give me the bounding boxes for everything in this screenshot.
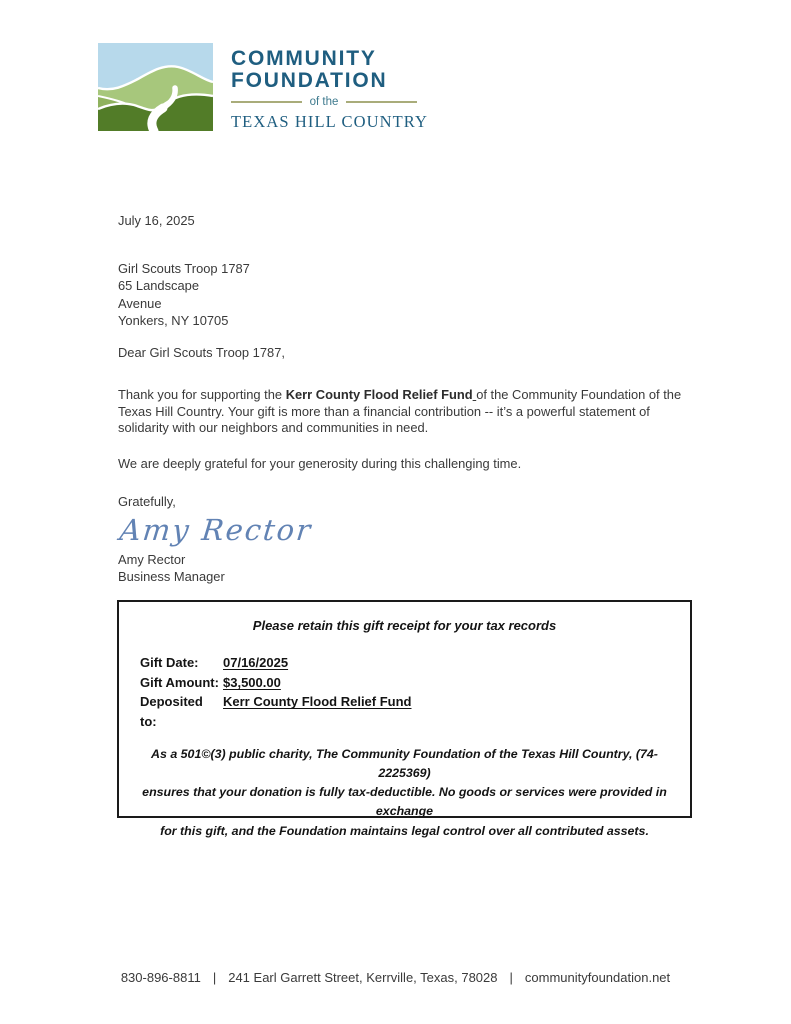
p1-text-pre: Thank you for supporting the (118, 387, 286, 402)
org-logo (98, 43, 429, 131)
footer-address: 241 Earl Garrett Street, Kerrville, Texas, 78028 (228, 970, 498, 985)
receipt-header: Please retain this gift receipt for your tax records (252, 618, 557, 633)
disclaimer-line-1: As a 501©(3) public charity, The Community Foundation of the Texas Hill Country, (74-2225369) (151, 746, 658, 781)
recipient-name: Girl Scouts Troop 1787 (118, 260, 250, 276)
logo-of-the-text: of the (309, 96, 339, 108)
logo-word-texas-hill-country: TEXAS HILL COUNTRY (231, 112, 429, 131)
footer-phone: 830-896-8811 (120, 970, 201, 985)
p1-line3: solidarity with our neighbors and communities in need. (118, 420, 429, 435)
p1-line1-tail: of the Community Foundation of the (476, 387, 682, 402)
handwritten-signature: Amy Rector (118, 512, 314, 547)
deposited-to-value: Kerr County Flood Relief Fund (223, 694, 412, 710)
receipt-row-deposited-to (140, 692, 690, 731)
receipt-row-gift-amount (140, 673, 690, 693)
deposited-to-label: Deposited to: (140, 694, 203, 730)
signer-title: Business Manager (118, 569, 225, 584)
logo-word-foundation: FOUNDATION (231, 69, 388, 92)
gift-date-label: Gift Date: (140, 655, 199, 670)
gift-amount-label: Gift Amount: (140, 674, 219, 690)
footer-separator: | (509, 970, 513, 985)
letter-date: July 16, 2025 (118, 213, 195, 228)
body-paragraph-1 (118, 387, 708, 437)
receipt-fields (119, 653, 690, 732)
recipient-city-state-zip: Yonkers, NY 10705 (118, 313, 229, 328)
logo-of-the-row (231, 96, 417, 108)
gift-amount-value: $3,500.00 (223, 674, 281, 690)
p1-line2: Texas Hill Country. Your gift is more than a financial contribution -- it’s a powerful statement of (118, 403, 650, 419)
recipient-street: 65 Landscape (118, 278, 199, 293)
receipt-row-gift-date (140, 653, 690, 673)
gift-date-value: 07/16/2025 (223, 655, 289, 670)
logo-landscape-icon (98, 43, 213, 131)
logo-word-community: COMMUNITY (231, 47, 377, 70)
disclaimer-line-2: ensures that your donation is fully tax-deductible. No goods or services were provided in exchange (142, 785, 667, 819)
tax-disclaimer (119, 745, 690, 841)
letter-body (118, 213, 708, 586)
gift-receipt-box (117, 600, 692, 838)
contact-footer (0, 970, 791, 985)
fund-name-bold: Kerr County Flood Relief Fund (285, 387, 473, 402)
logo-right-rule (346, 101, 417, 103)
signer-name: Amy Rector (118, 551, 186, 567)
logo-left-rule (231, 101, 302, 103)
logo-wordmark (231, 47, 429, 132)
body-paragraph-2: We are deeply grateful for your generosity during this challenging time. (118, 455, 522, 471)
disclaimer-line-3: for this gift, and the Foundation maintains legal control over all contributed assets. (160, 823, 649, 838)
recipient-street-2: Avenue (118, 295, 162, 311)
footer-separator: | (212, 970, 217, 985)
closing: Gratefully, (118, 494, 176, 509)
footer-website: communityfoundation.net (524, 970, 671, 985)
salutation: Dear Girl Scouts Troop 1787, (118, 344, 285, 360)
recipient-address-block (118, 260, 708, 330)
